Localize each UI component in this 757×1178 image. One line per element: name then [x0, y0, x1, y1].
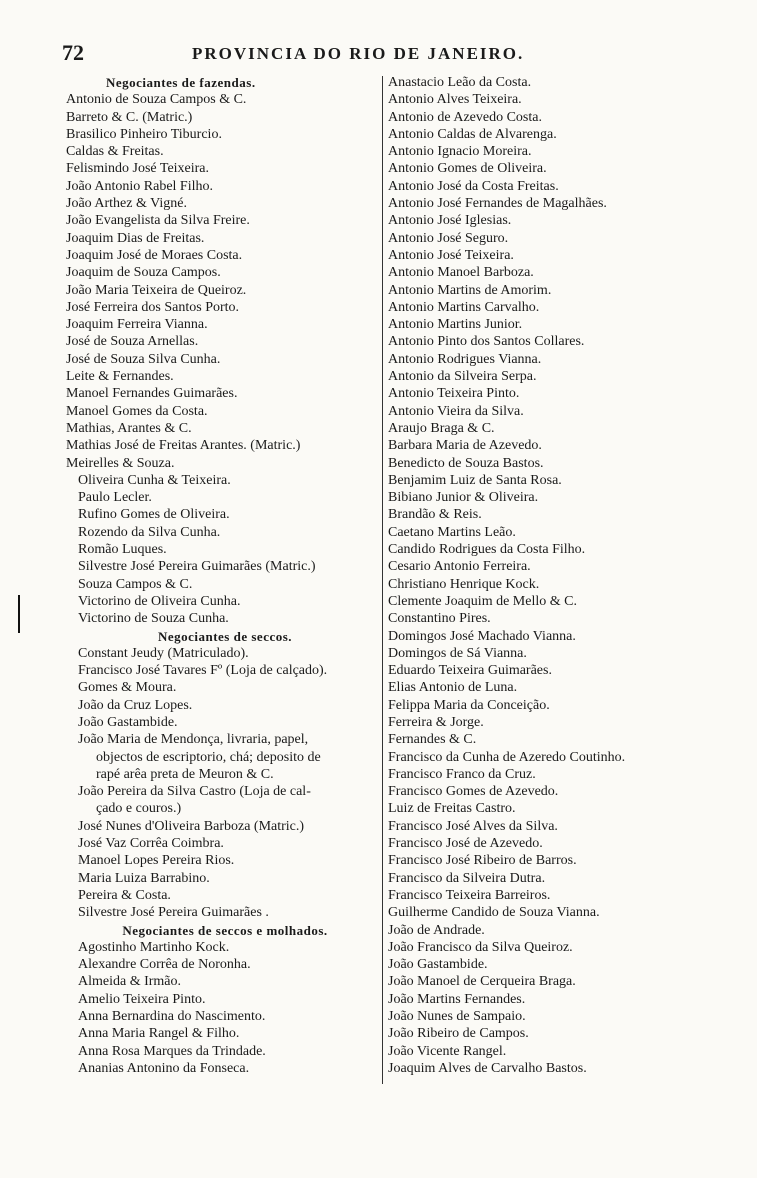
merchant-entry: Manoel Gomes da Costa. — [66, 403, 208, 419]
merchant-entry: Joaquim Dias de Freitas. — [66, 230, 205, 246]
merchant-entry: João Maria Teixeira de Queiroz. — [66, 282, 247, 298]
margin-mark — [18, 595, 20, 633]
merchant-entry: Joaquim de Souza Campos. — [66, 265, 221, 281]
merchant-entry: Eduardo Teixeira Guimarães. — [388, 663, 552, 679]
merchant-entry: Francisco Gomes de Azevedo. — [388, 784, 559, 800]
merchant-entry: Anna Bernardina do Nascimento. — [78, 1009, 266, 1025]
merchant-entry: Caldas & Freitas. — [66, 144, 164, 160]
right-column — [386, 74, 746, 1077]
merchant-entry: Ananias Antonino da Fonseca. — [78, 1060, 250, 1076]
merchant-entry: João Francisco da Silva Queiroz. — [388, 939, 573, 955]
merchant-entry: Antonio da Silveira Serpa. — [388, 369, 537, 385]
merchant-entry: Antonio Vieira da Silva. — [388, 403, 524, 419]
merchant-entry: João Maria de Mendonça, livraria, papel, — [78, 732, 309, 748]
merchant-entry: Paulo Lecler. — [78, 490, 152, 506]
column-divider — [382, 76, 383, 1084]
merchant-entry: Ferreira & Jorge. — [388, 714, 484, 730]
merchant-entry: Antonio Gomes de Oliveira. — [388, 161, 547, 177]
merchant-entry: José de Souza Silva Cunha. — [66, 351, 221, 367]
section-heading: Negociantes de seccos e molhados. — [122, 922, 328, 938]
merchant-entry: Caetano Martins Leão. — [388, 524, 516, 540]
merchant-entry: Leite & Fernandes. — [66, 369, 174, 385]
merchant-entry: Francisco José Alves da Silva. — [388, 818, 558, 834]
merchant-entry: Francisco Franco da Cruz. — [388, 766, 536, 782]
merchant-entry: Anna Maria Rangel & Filho. — [78, 1026, 240, 1042]
merchant-entry: Constant Jeudy (Matriculado). — [78, 645, 249, 661]
merchant-entry: Agostinho Martinho Kock. — [78, 939, 230, 955]
merchant-entry: João Manoel de Cerqueira Braga. — [388, 974, 576, 990]
merchant-entry: Silvestre José Pereira Guimarães (Matric.) — [78, 559, 316, 575]
merchant-entry: João Martins Fernandes. — [388, 991, 526, 1007]
merchant-entry: Francisco José Ribeiro de Barros. — [388, 853, 577, 869]
merchant-entry: Amelio Teixeira Pinto. — [78, 991, 206, 1007]
merchant-entry: Manoel Lopes Pereira Rios. — [78, 853, 235, 869]
merchant-entry: Antonio Martins Junior. — [388, 317, 523, 333]
merchant-entry: José de Souza Arnellas. — [66, 334, 199, 350]
merchant-entry: João Ribeiro de Campos. — [388, 1026, 529, 1042]
merchant-entry: Antonio José Seguro. — [388, 230, 509, 246]
merchant-entry: Antonio Ignacio Moreira. — [388, 144, 532, 160]
section-heading: Negociantes de seccos. — [157, 628, 293, 644]
merchant-entry: Victorino de Souza Cunha. — [78, 611, 229, 627]
merchant-entry: Domingos José Machado Vianna. — [388, 628, 576, 644]
merchant-entry: João Vicente Rangel. — [388, 1043, 507, 1059]
merchant-entry: Francisco da Cunha de Azeredo Coutinho. — [388, 749, 626, 765]
merchant-entry: Antonio José Fernandes de Magalhães. — [388, 196, 607, 212]
merchant-entry: Guilherme Candido de Souza Vianna. — [388, 905, 600, 921]
merchant-entry: José Ferreira dos Santos Porto. — [66, 299, 240, 315]
merchant-entry: Antonio Manoel Barboza. — [388, 265, 534, 281]
merchant-entry: Antonio Teixeira Pinto. — [388, 386, 520, 402]
merchant-entry: Elias Antonio de Luna. — [388, 680, 518, 696]
merchant-entry: Silvestre José Pereira Guimarães . — [78, 905, 269, 921]
merchant-entry: Rozendo da Silva Cunha. — [78, 524, 221, 540]
merchant-entry: Anastacio Leão da Costa. — [388, 75, 532, 90]
merchant-entry: Antonio José da Costa Freitas. — [388, 178, 559, 194]
merchant-entry: Maria Luiza Barrabino. — [78, 870, 210, 886]
merchant-entry: Joaquim Alves de Carvalho Bastos. — [388, 1060, 587, 1076]
merchant-entry: Mathias, Arantes & C. — [66, 420, 192, 436]
merchant-entry: Antonio de Azevedo Costa. — [388, 109, 542, 125]
merchant-entry: Clemente Joaquim de Mello & C. — [388, 593, 577, 609]
merchant-entry: Antonio Pinto dos Santos Collares. — [388, 334, 585, 350]
merchant-entry: José Nunes d'Oliveira Barboza (Matric.) — [78, 818, 305, 834]
merchant-entry: Francisco José Tavares Fº (Loja de calçado). — [78, 663, 328, 679]
merchant-entry: Gomes & Moura. — [78, 680, 177, 696]
merchant-entry: Antonio Martins Carvalho. — [388, 299, 540, 315]
merchant-entry: João de Andrade. — [388, 922, 485, 938]
merchant-entry: Francisco da Silveira Dutra. — [388, 870, 546, 886]
merchant-entry: Victorino de Oliveira Cunha. — [78, 593, 241, 609]
merchant-entry: Antonio José Teixeira. — [388, 247, 514, 263]
merchant-entry: Antonio José Iglesias. — [388, 213, 512, 229]
merchant-entry: Christiano Henrique Kock. — [388, 576, 540, 592]
merchant-entry: Candido Rodrigues da Costa Filho. — [388, 542, 586, 558]
merchant-entry: Constantino Pires. — [388, 611, 491, 627]
merchant-entry: Domingos de Sá Vianna. — [388, 645, 527, 661]
merchant-entry: Souza Campos & C. — [78, 576, 193, 592]
merchant-entry: Manoel Fernandes Guimarães. — [66, 386, 238, 402]
merchant-entry: João Evangelista da Silva Freire. — [66, 213, 250, 229]
merchant-entry: Araujo Braga & C. — [388, 420, 495, 436]
merchant-entry: José Vaz Corrêa Coimbra. — [78, 836, 224, 852]
merchant-entry: Oliveira Cunha & Teixeira. — [78, 472, 231, 488]
merchant-entry: Meirelles & Souza. — [66, 455, 175, 471]
merchant-entry: Mathias José de Freitas Arantes. (Matric.) — [66, 438, 301, 454]
merchant-entry: Barbara Maria de Azevedo. — [388, 438, 542, 454]
merchant-entry: Antonio Alves Teixeira. — [388, 92, 522, 108]
merchant-entry: Benedicto de Souza Bastos. — [388, 455, 544, 471]
merchant-entry: João Antonio Rabel Filho. — [66, 178, 213, 194]
merchant-entry: Joaquim José de Moraes Costa. — [66, 247, 243, 263]
merchant-entry: João Gastambide. — [388, 957, 488, 973]
merchant-entry: Felippa Maria da Conceição. — [388, 697, 550, 713]
page-header — [62, 40, 682, 66]
merchant-entry: Brasilico Pinheiro Tiburcio. — [66, 126, 222, 142]
merchant-entry: objectos de escriptorio, chá; deposito de — [96, 749, 321, 765]
merchant-entry: Anna Rosa Marques da Trindade. — [78, 1043, 266, 1059]
running-head-title: PROVINCIA DO RIO DE JANEIRO. — [192, 44, 525, 63]
merchant-entry: Barreto & C. (Matric.) — [66, 109, 193, 125]
merchant-entry: João Gastambide. — [78, 714, 178, 730]
merchant-entry: Francisco José de Azevedo. — [388, 836, 543, 852]
merchant-entry: Bibiano Junior & Oliveira. — [388, 490, 539, 506]
merchant-entry: Antonio de Souza Campos & C. — [66, 92, 247, 108]
merchant-entry: Brandão & Reis. — [388, 507, 482, 523]
merchant-entry: João Nunes de Sampaio. — [388, 1009, 526, 1025]
merchant-entry: Almeida & Irmão. — [78, 974, 182, 990]
merchant-entry: rapé arêa preta de Meuron & C. — [96, 766, 274, 782]
merchant-entry: çado e couros.) — [96, 801, 182, 817]
merchant-entry: Felismindo José Teixeira. — [66, 161, 210, 177]
merchant-entry: Antonio Caldas de Alvarenga. — [388, 126, 557, 142]
page-number: 72 — [62, 40, 84, 65]
merchant-entry: João Pereira da Silva Castro (Loja de cal- — [78, 784, 311, 800]
merchant-entry: Antonio Rodrigues Vianna. — [388, 351, 542, 367]
merchant-entry: João Arthez & Vigné. — [66, 196, 187, 212]
merchant-entry: Luiz de Freitas Castro. — [388, 801, 516, 817]
merchant-entry: Alexandre Corrêa de Noronha. — [78, 957, 251, 973]
merchant-entry: Romão Luques. — [78, 542, 167, 558]
merchant-entry: Cesario Antonio Ferreira. — [388, 559, 531, 575]
merchant-entry: Pereira & Costa. — [78, 887, 171, 903]
merchant-entry: Rufino Gomes de Oliveira. — [78, 507, 230, 523]
merchant-entry: Benjamim Luiz de Santa Rosa. — [388, 472, 562, 488]
merchant-entry: Joaquim Ferreira Vianna. — [66, 317, 208, 333]
merchant-entry: João da Cruz Lopes. — [78, 697, 193, 713]
left-column — [66, 74, 384, 1077]
merchant-entry: Fernandes & C. — [388, 732, 477, 748]
merchant-entry: Antonio Martins de Amorim. — [388, 282, 552, 298]
merchant-entry: Francisco Teixeira Barreiros. — [388, 887, 551, 903]
section-heading: Negociantes de fazendas. — [106, 75, 256, 90]
